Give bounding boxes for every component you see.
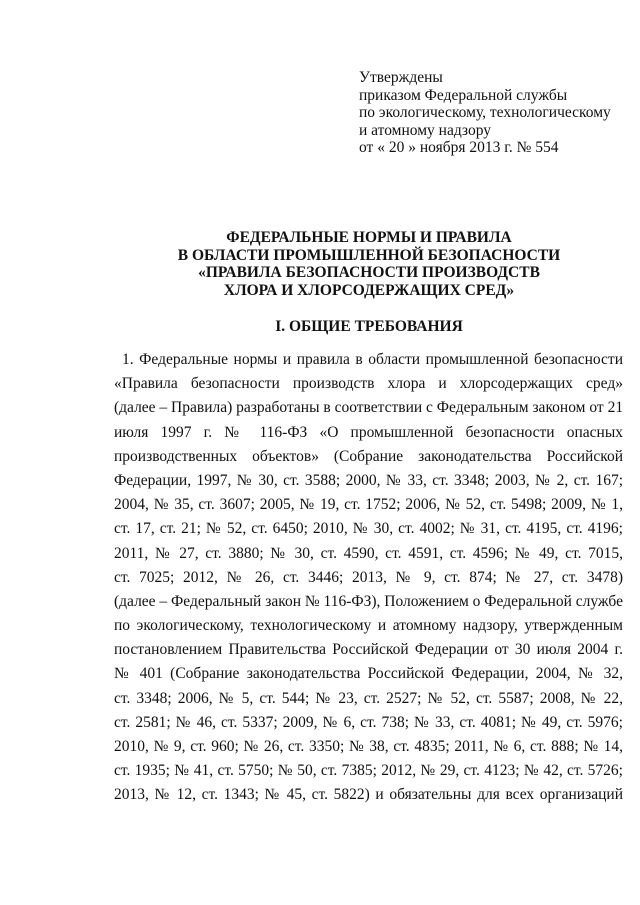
body-line: № 401 (Собрание законодательства Российской Федерации, 2004, № 32, [114,665,623,683]
approval-line: от « 20 » ноября 2013 г. № 554 [359,139,559,157]
approval-line: и атомному надзору [359,121,491,139]
document-title [0,229,640,299]
body-line: (далее – Правила) разработаны в соответствии с Федеральным законом от 21 [114,399,624,417]
body-line: постановлением Правительства Российской Федерации от 30 июля 2004 г. [114,641,623,659]
body-line: 2011, № 27, ст. 3880; № 30, ст. 4590, ст. 4591, ст. 4596; № 49, ст. 7015, [114,544,623,562]
approval-block [359,69,611,157]
body-line: 2010, № 9, ст. 960; № 26, ст. 3350; № 38, ст. 4835; 2011, № 6, ст. 888; № 14, [114,738,623,755]
body-line: ст. 3348; 2006, № 5, ст. 544; № 23, ст. 2527; № 52, ст. 5587; 2008, № 22, [114,689,623,707]
body-line: 2013, № 12, ст. 1343; № 45, ст. 5822) и обязательны для всех организаций [114,786,623,804]
body-line: по экологическому, технологическому и атомному надзору, утвержденным [114,617,623,635]
body-line: 1. Федеральные нормы и правила в области промышленной безопасности [122,351,623,368]
title-line: «ПРАВИЛА БЕЗОПАСНОСТИ ПРОИЗВОДСТВ [198,264,540,282]
approval-line: по экологическому, технологическому [359,104,611,122]
body-text [114,348,623,808]
body-line: Федерации, 1997, № 30, ст. 3588; 2000, № 33, ст. 3348; 2003, № 2, ст. 167; [114,471,623,489]
body-line: (далее – Федеральный закон № 116-ФЗ), Положением о Федеральной службе [114,592,623,610]
title-line: ХЛОРА И ХЛОРСОДЕРЖАЩИХ СРЕД» [223,281,515,299]
title-line: ФЕДЕРАЛЬНЫЕ НОРМЫ И ПРАВИЛА [226,229,512,246]
body-line: ст. 1935; № 41, ст. 5750; № 50, ст. 7385; 2012, № 29, ст. 4123; № 42, ст. 5726; [114,762,623,780]
body-line: июля 1997 г. № 116-ФЗ «О промышленной безопасности опасных [114,423,623,441]
body-line: «Правила безопасности производств хлора и хлорсодержащих сред» [114,375,623,393]
body-line: ст. 17, ст. 21; № 52, ст. 6450; 2010, № 30, ст. 4002; № 31, ст. 4195, ст. 4196; [114,520,623,538]
approval-line: приказом Федеральной службы [359,86,568,104]
title-line: В ОБЛАСТИ ПРОМЫШЛЕННОЙ БЕЗОПАСНОСТИ [177,246,561,264]
body-line: 2004, № 35, ст. 3607; 2005, № 19, ст. 1752; 2006, № 52, ст. 5498; 2009, № 1, [114,496,623,514]
body-line: производственных объектов» (Собрание законодательства Российской [114,447,623,465]
section-heading: I. ОБЩИЕ ТРЕБОВАНИЯ [275,318,463,335]
body-line: ст. 7025; 2012, № 26, ст. 3446; 2013, № 9, ст. 874; № 27, ст. 3478) [114,568,623,586]
approval-line: Утверждены [359,69,443,86]
body-line: ст. 2581; № 46, ст. 5337; 2009, № 6, ст. 738; № 33, ст. 4081; № 49, ст. 5976; [114,713,623,731]
